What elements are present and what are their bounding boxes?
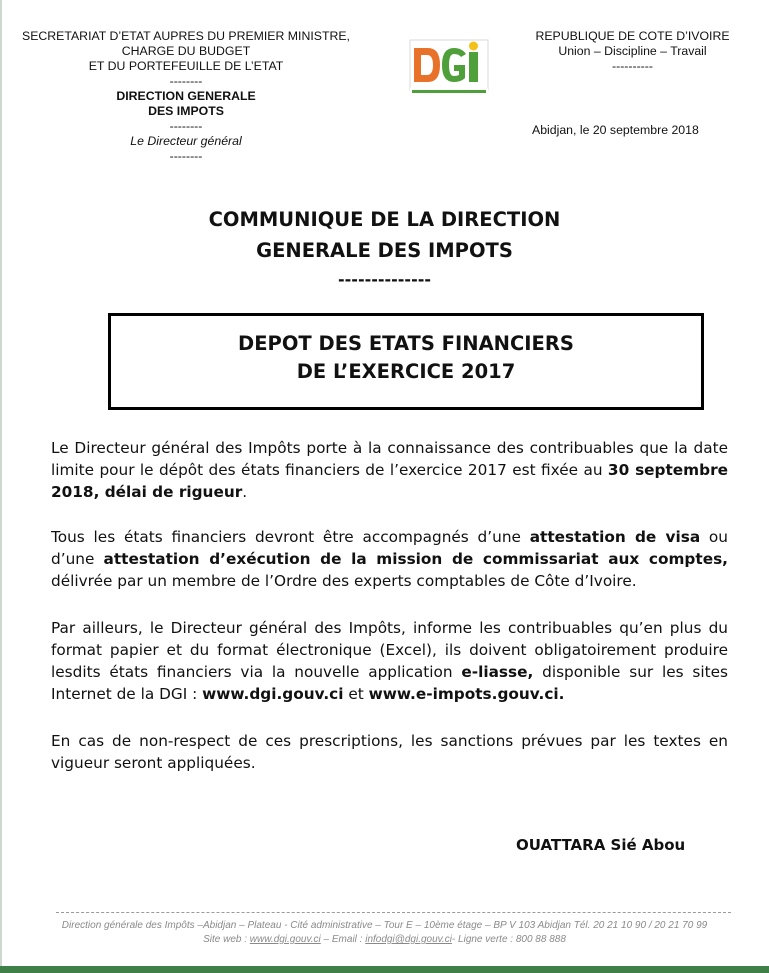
text: et [343,685,369,703]
footer-address: Direction générale des Impôts –Abidjan – Plateau - Cité administrative – Tour E – 10ème étage – BP V 103 Abidjan Tél. 20 21 10 90 / 20 21 70 99 [61,920,708,931]
paragraph-deadline [51,437,728,503]
paragraph-attestation [51,526,728,592]
dgi-website: www.dgi.gouv.ci [202,685,344,703]
separator: -------- [169,149,203,163]
paragraph-eliasse [51,617,728,705]
bottom-bar [0,966,769,973]
eimpots-website: www.e-impots.gouv.ci. [368,685,565,703]
subject-box [108,313,704,410]
dgi-logo [408,38,490,100]
text: Tous les états financiers devront être accompagnés d’une [51,528,530,546]
eliasse-emphasis: e-liasse, [461,663,534,681]
motto: Union – Discipline – Travail [558,44,707,58]
ministry-line-3: ET DU PORTEFEUILLE DE L’ETAT [88,59,284,73]
subject-line-2: DE L’EXERCICE 2017 [296,360,516,383]
header-left [10,29,362,164]
document-date: Abidjan, le 20 septembre 2018 [532,123,699,137]
page-edge [0,0,2,973]
footer-website-link[interactable]: www.dgi.gouv.ci [249,934,321,945]
text: . [242,483,248,501]
header-right [530,29,735,74]
ministry-line-1: SECRETARIAT D’ETAT AUPRES DU PREMIER MINISTRE, [22,29,350,43]
text: ou d’une [51,528,728,568]
republic-name: REPUBLIQUE DE COTE D’IVOIRE [535,29,730,43]
visa-emphasis: attestation de visa [529,528,701,546]
direction-line-1: DIRECTION GENERALE [116,89,256,103]
director-title: Le Directeur général [130,134,242,148]
title-separator: -------------- [338,270,431,289]
title-line-2: GENERALE DES IMPOTS [256,239,513,262]
separator: -------- [169,119,203,133]
footer-email-link[interactable]: infodgi@dgi.gouv.ci [365,934,452,945]
separator: ---------- [612,59,653,73]
text: – Email : [320,934,366,945]
signature-name: OUATTARA Sié Abou [516,836,686,854]
text: disponible sur les sites Internet de la DGI : [51,663,728,703]
page-title [0,204,769,266]
text: En cas de non-respect de ces prescriptions, les sanctions prévues par les textes en vigueur seront appliquées. [51,732,728,772]
footer-divider [56,912,731,913]
title-line-1: COMMUNIQUE DE LA DIRECTION [208,208,561,231]
ministry-line-2: CHARGE DU BUDGET [121,44,251,58]
direction-line-2: DES IMPOTS [148,104,224,118]
subject-text [111,330,701,386]
text: Par ailleurs, le Directeur général des Impôts, informe les contribuables qu’en plus du format papier et du format électronique (Excel), ils doivent obligatoirement produire lesdits états financiers via la nouvelle application [51,619,728,681]
dgi-logo-graphic [408,38,490,100]
audit-emphasis: attestation d’exécution de la mission de commissariat aux comptes, [103,550,728,568]
text: délivrée par un membre de l’Ordre des experts comptables de Côte d’Ivoire. [51,572,637,590]
text: Site web : [203,934,250,945]
footer-contacts [0,933,769,946]
separator: -------- [169,74,203,88]
text: - Ligne verte : 800 88 888 [451,934,566,945]
paragraph-sanctions [51,730,728,774]
text: Le Directeur général des Impôts porte à la connaissance des contribuables que la date limite pour le dépôt des états financiers de l’exercice 2017 est fixée au [51,439,728,479]
subject-line-1: DEPOT DES ETATS FINANCIERS [238,332,574,355]
deadline-emphasis: 30 septembre 2018, délai de rigueur [51,461,728,501]
